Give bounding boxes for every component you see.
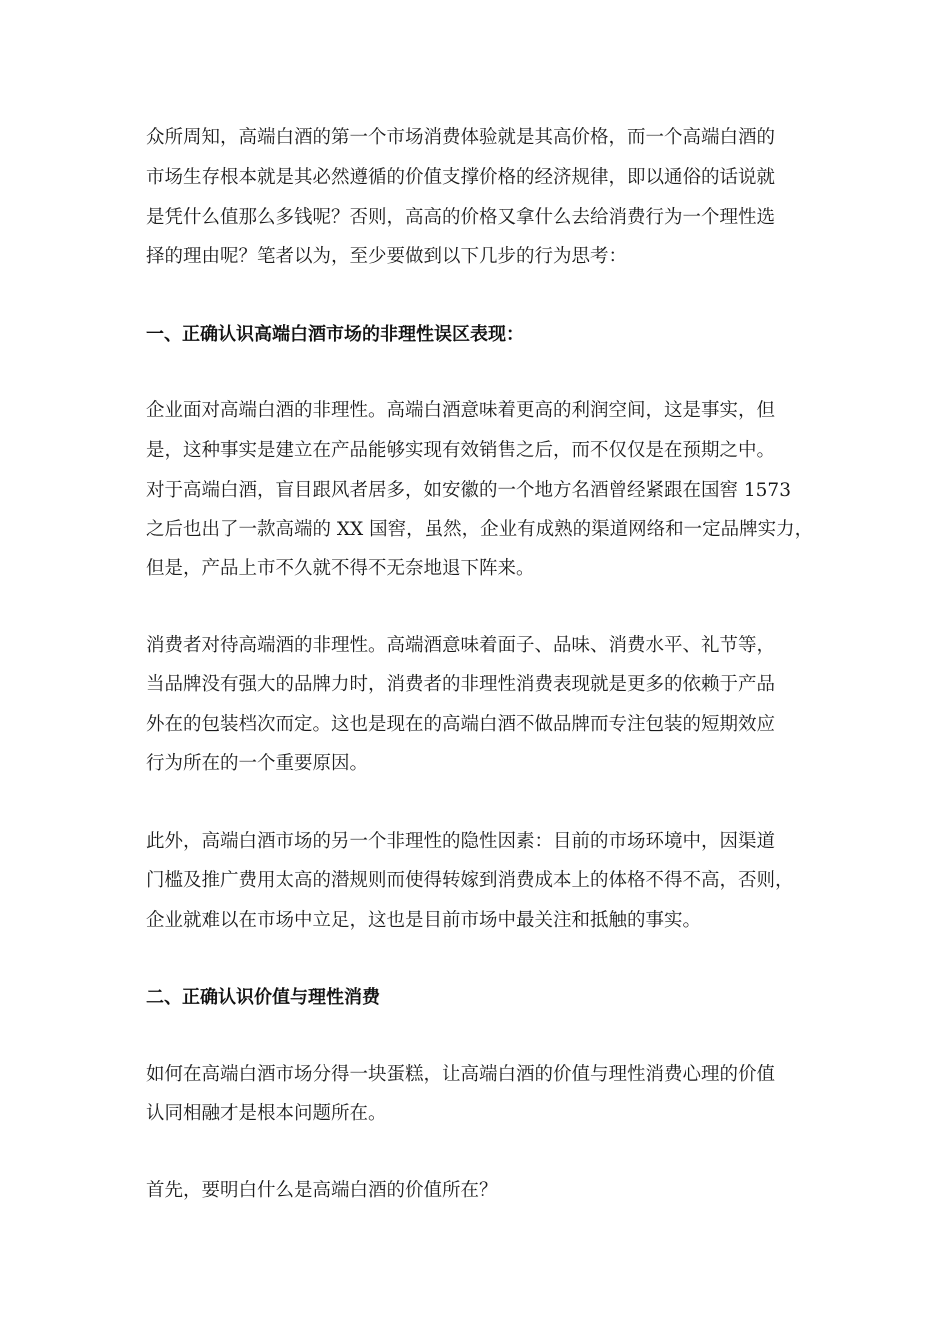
paragraph-2-line-4: 之后也出了一款高端的 XX 国窖，虽然，企业有成熟的渠道网络和一定品牌实力， xyxy=(146,519,814,540)
paragraph-2-line-1: 企业面对高端白酒的非理性。高端白酒意味着更高的利润空间，这是事实，但 xyxy=(146,400,776,421)
paragraph-2-line-5: 但是，产品上市不久就不得不无奈地退下阵来。 xyxy=(146,558,535,579)
paragraph-3-line-2: 当品牌没有强大的品牌力时，消费者的非理性消费表现就是更多的依赖于产品 xyxy=(146,674,776,695)
paragraph-4-line-3: 企业就难以在市场中立足，这也是目前市场中最关注和抵触的事实。 xyxy=(146,910,702,931)
paragraph-3-line-1: 消费者对待高端酒的非理性。高端酒意味着面子、品味、消费水平、礼节等， xyxy=(146,635,776,656)
paragraph-2-line-3: 对于高端白酒，盲目跟风者居多，如安徽的一个地方名酒曾经紧跟在国窖 1573 xyxy=(146,480,791,501)
paragraph-5-line-1: 如何在高端白酒市场分得一块蛋糕，让高端白酒的价值与理性消费心理的价值 xyxy=(146,1064,776,1085)
paragraph-3-line-4: 行为所在的一个重要原因。 xyxy=(146,753,369,774)
paragraph-4-line-2: 门槛及推广费用太高的潜规则而使得转嫁到消费成本上的体格不得不高，否则， xyxy=(146,870,794,891)
section-heading-1: 一、正确认识高端白酒市场的非理性误区表现： xyxy=(146,324,524,345)
paragraph-1-line-3: 是凭什么值那么多钱呢？否则，高高的价格又拿什么去给消费行为一个理性选 xyxy=(146,207,776,228)
paragraph-1-line-1: 众所周知，高端白酒的第一个市场消费体验就是其高价格，而一个高端白酒的 xyxy=(146,127,776,148)
paragraph-4-line-1: 此外，高端白酒市场的另一个非理性的隐性因素：目前的市场环境中，因渠道 xyxy=(146,831,776,852)
paragraph-3-line-3: 外在的包装档次而定。这也是现在的高端白酒不做品牌而专注包装的短期效应 xyxy=(146,714,776,735)
paragraph-6-line-1: 首先，要明白什么是高端白酒的价值所在？ xyxy=(146,1180,498,1201)
paragraph-1-line-2: 市场生存根本就是其必然遵循的价值支撑价格的经济规律，即以通俗的话说就 xyxy=(146,167,776,188)
section-heading-2: 二、正确认识价值与理性消费 xyxy=(146,987,380,1008)
paragraph-1-line-4: 择的理由呢？笔者以为，至少要做到以下几步的行为思考： xyxy=(146,246,628,267)
paragraph-2-line-2: 是，这种事实是建立在产品能够实现有效销售之后，而不仅仅是在预期之中。 xyxy=(146,440,776,461)
paragraph-5-line-2: 认同相融才是根本问题所在。 xyxy=(146,1103,387,1124)
